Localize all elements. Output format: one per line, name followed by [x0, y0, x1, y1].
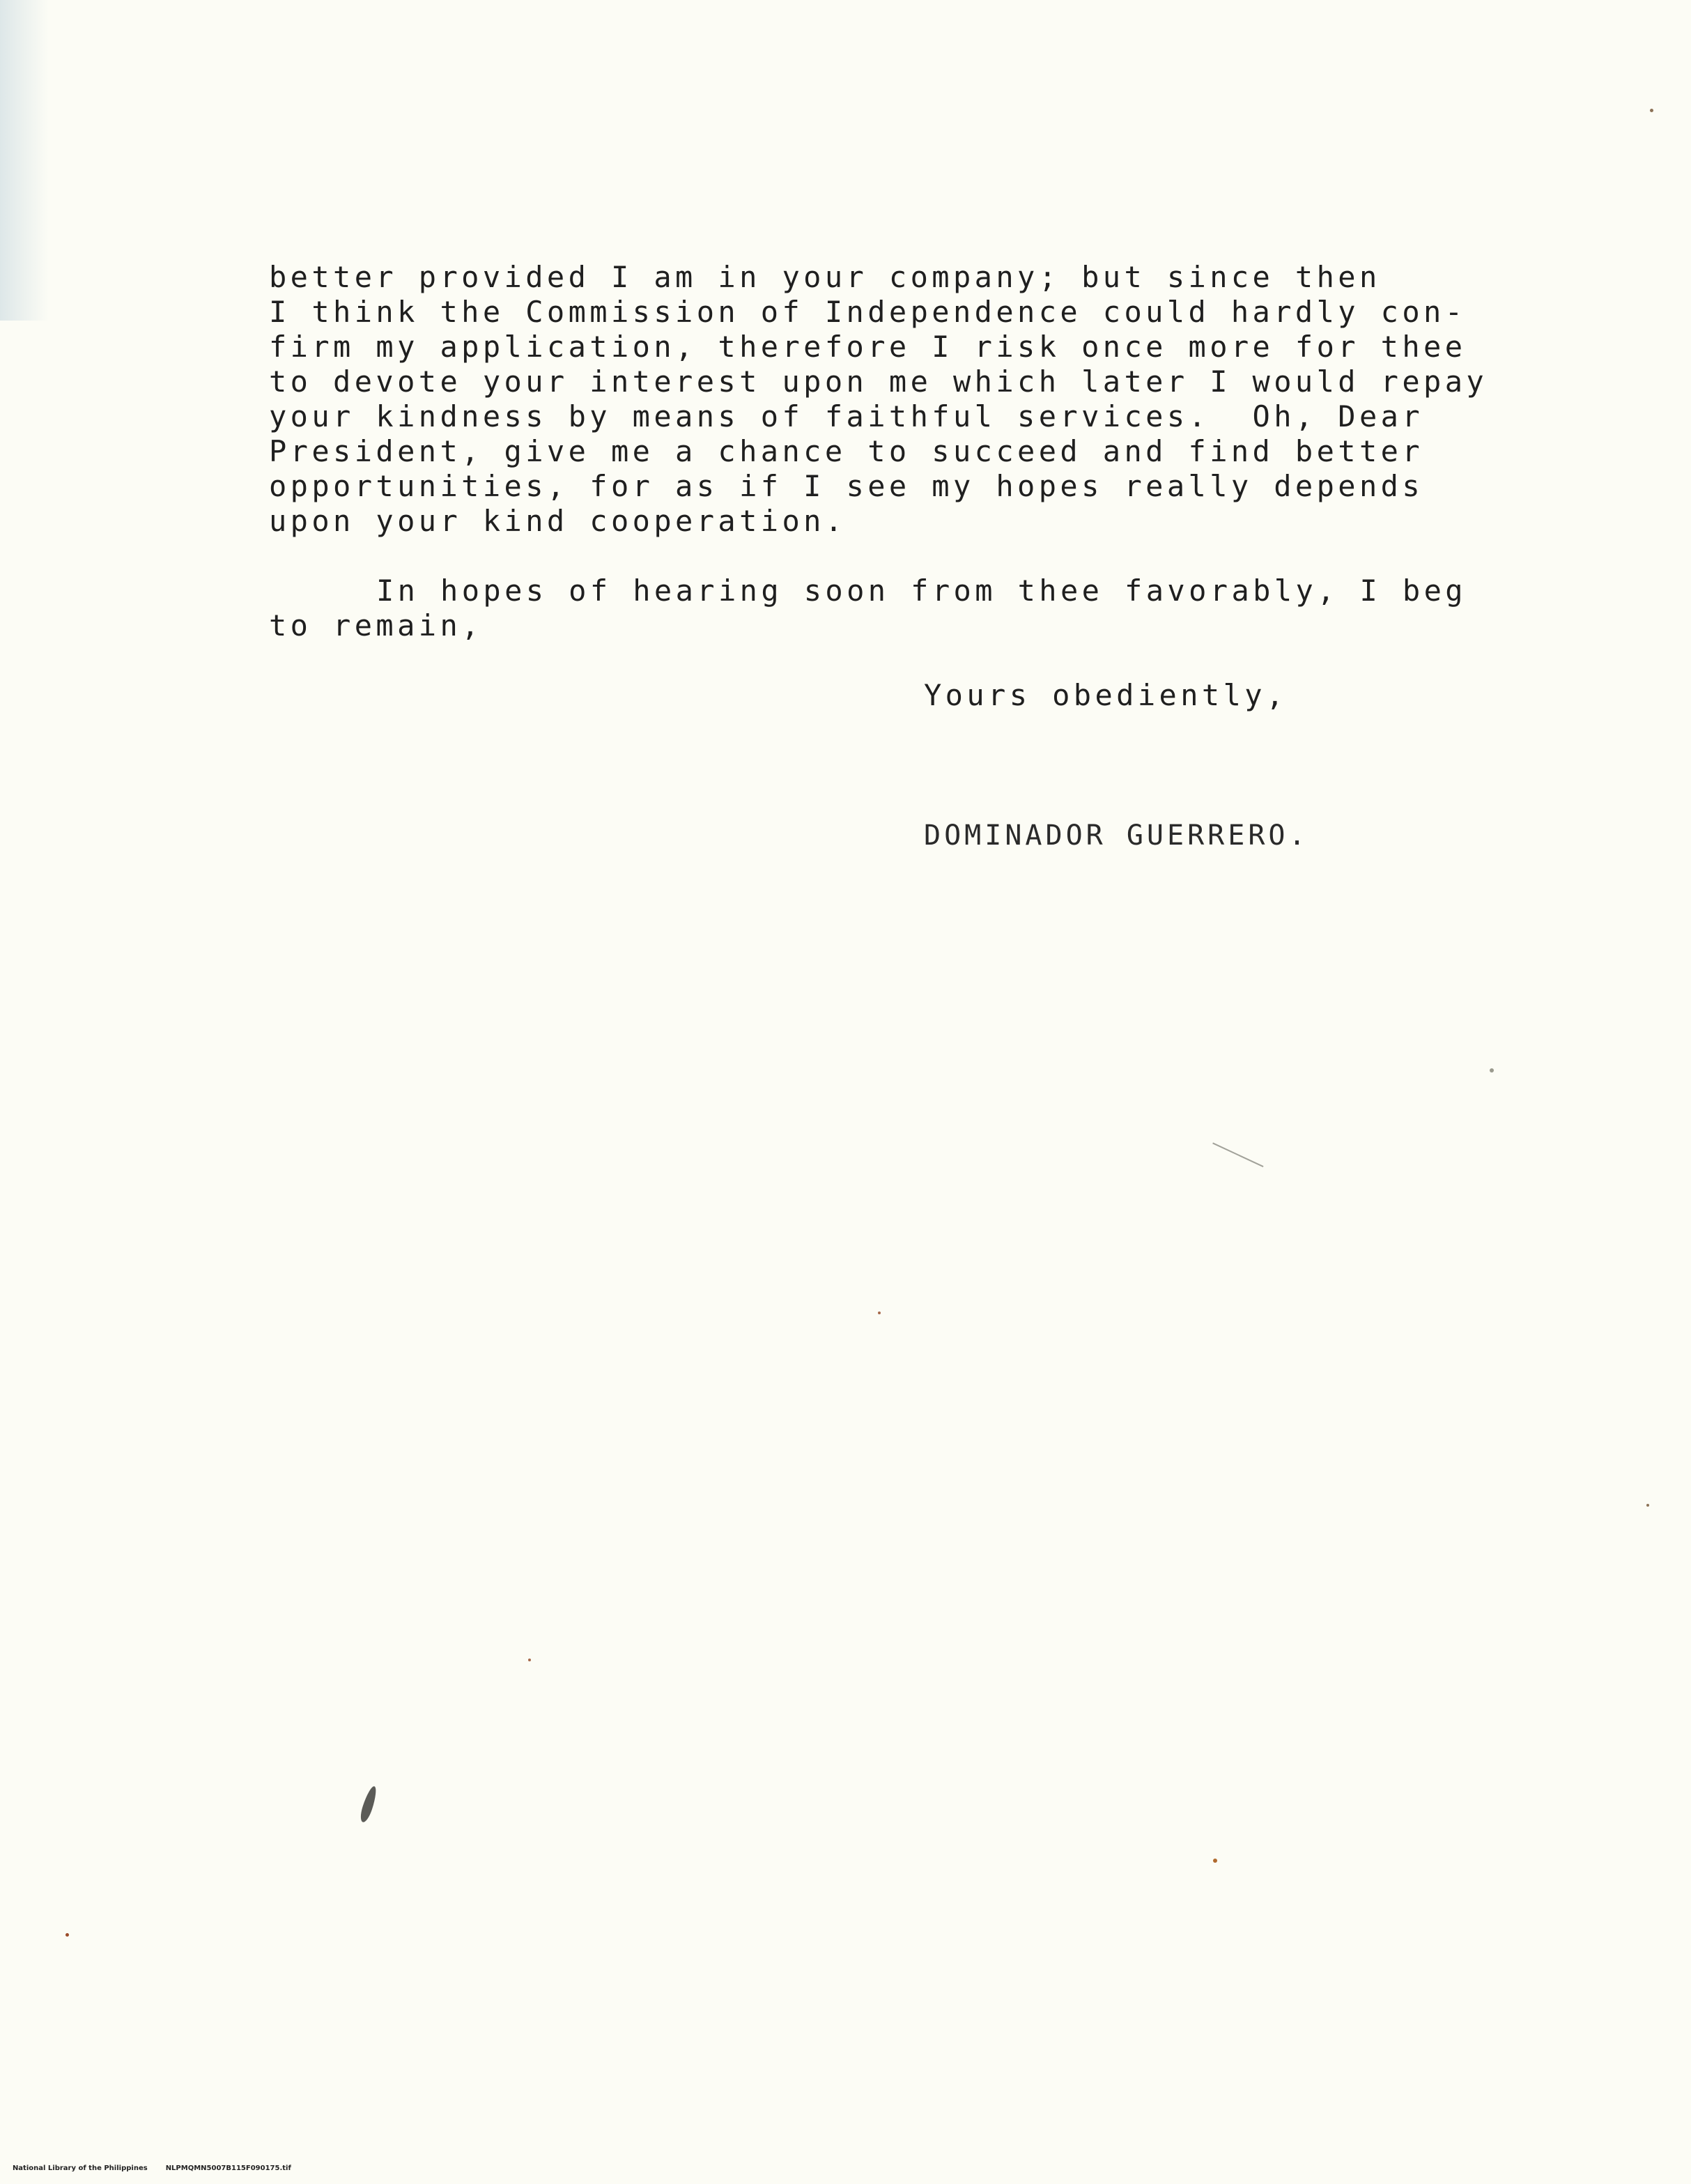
- scan-edge-shading: [0, 0, 49, 321]
- letter-line: your kindness by means of faithful services. Oh, Dear: [269, 399, 1424, 433]
- letter-line: opportunities, for as if I see my hopes really depends: [269, 469, 1424, 503]
- letter-line: In hopes of hearing soon from thee favorably, I beg: [376, 574, 1467, 608]
- paper-fiber: [1211, 1142, 1263, 1169]
- paper-speck: [1646, 1504, 1649, 1507]
- letter-line: firm my application, therefore I risk once more for thee: [269, 330, 1467, 364]
- letter-line: better provided I am in your company; but since then: [269, 260, 1381, 294]
- scan-footer: [3, 2157, 291, 2180]
- paper-speck: [1490, 1068, 1494, 1072]
- letter-line: to devote your interest upon me which later I would repay: [269, 364, 1488, 399]
- paper-speck: [1213, 1859, 1217, 1863]
- ink-blot: [358, 1785, 379, 1824]
- paper-speck: [65, 1933, 69, 1937]
- paragraph-gap: [269, 539, 1593, 574]
- footer-institution: National Library of the Philippines: [12, 2164, 148, 2172]
- signature-name: DOMINADOR GUERRERO.: [924, 820, 1309, 852]
- letter-line: President, give me a chance to succeed and find better: [269, 434, 1424, 468]
- letter-line: I think the Commission of Independence could hardly con-: [269, 295, 1467, 329]
- paper-speck: [1650, 109, 1653, 112]
- letter-line: upon your kind cooperation.: [269, 504, 847, 538]
- paper-speck: [528, 1659, 531, 1661]
- letter-line: to remain,: [269, 608, 483, 643]
- paper-speck: [878, 1312, 881, 1314]
- complimentary-close: Yours obediently,: [924, 678, 1288, 712]
- footer-filename: NLPMQMN5007B115F090175.tif: [165, 2164, 291, 2172]
- letter-body: [269, 260, 1593, 643]
